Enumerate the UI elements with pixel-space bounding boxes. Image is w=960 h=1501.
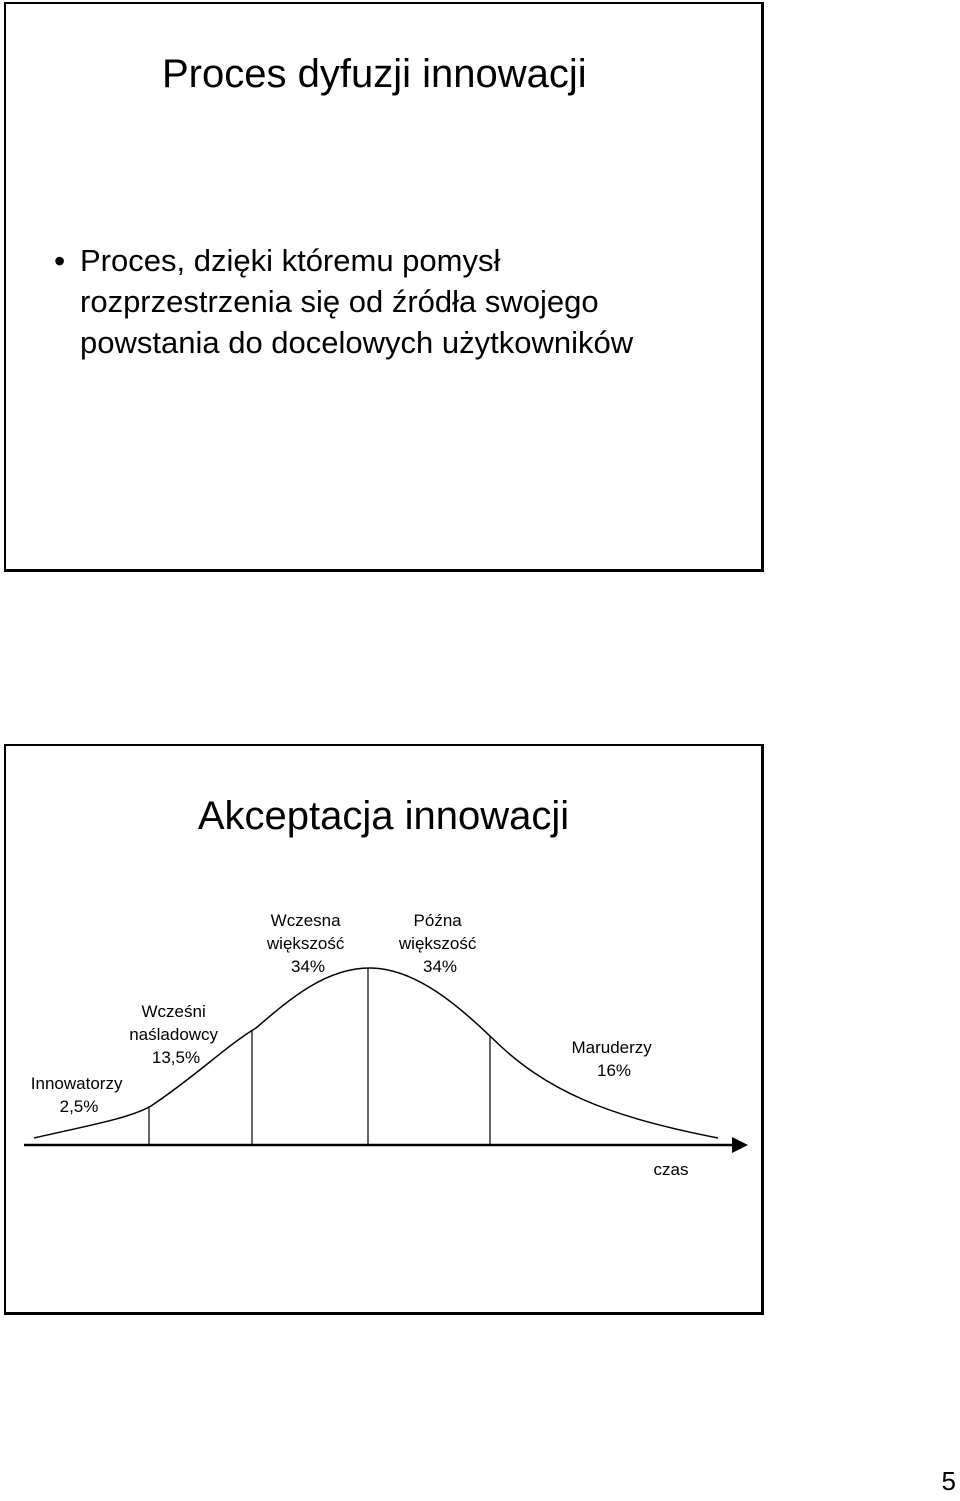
label-wczesna-wiekszosc-line-2: większość: [266, 934, 345, 953]
label-wczesni-nasladowcy-line-1: Wcześni: [141, 1002, 206, 1021]
label-pozna-wiekszosc: [398, 911, 481, 976]
label-wczesna-wiekszosc-line-1: Wczesna: [270, 911, 341, 930]
label-pozna-wiekszosc-line-1: Późna: [413, 911, 462, 930]
adoption-curve-diagram: [6, 746, 766, 1314]
slide-1: [4, 2, 764, 572]
label-wczesni-nasladowcy-line-2: naśladowcy: [129, 1025, 219, 1044]
label-pozna-wiekszosc-line-3: 34%: [422, 957, 458, 976]
slide-1-title: Proces dyfuzji innowacji: [162, 52, 587, 96]
slide-2: [4, 744, 764, 1315]
label-wczesna-wiekszosc-line-3: 34%: [290, 957, 326, 976]
slide-2-title: Akceptacja innowacji: [197, 794, 570, 838]
label-innowatorzy: [31, 1074, 127, 1116]
label-wczesni-nasladowcy-line-3: 13,5%: [151, 1048, 201, 1067]
page-number: 5: [941, 1466, 956, 1496]
bullet-dot-icon: •: [54, 243, 66, 279]
label-maruderzy: [571, 1038, 656, 1080]
axis-label-czas: czas: [653, 1160, 689, 1179]
label-wczesni-nasladowcy: [129, 1002, 223, 1067]
bullet-item: [54, 240, 754, 363]
label-innowatorzy-line-2: 2,5%: [59, 1097, 99, 1116]
label-wczesna-wiekszosc: [266, 911, 349, 976]
axis-arrow-icon: [732, 1137, 748, 1153]
label-innowatorzy-line-1: Innowatorzy: [30, 1074, 123, 1093]
label-pozna-wiekszosc-line-2: większość: [398, 934, 477, 953]
label-maruderzy-line-2: 16%: [596, 1061, 632, 1080]
bullet-text: Proces, dzięki któremu pomysł rozprzestrzenia się od źródła swojego powstania do docelowych użytkowników: [80, 243, 634, 360]
label-maruderzy-line-1: Maruderzy: [571, 1038, 652, 1057]
